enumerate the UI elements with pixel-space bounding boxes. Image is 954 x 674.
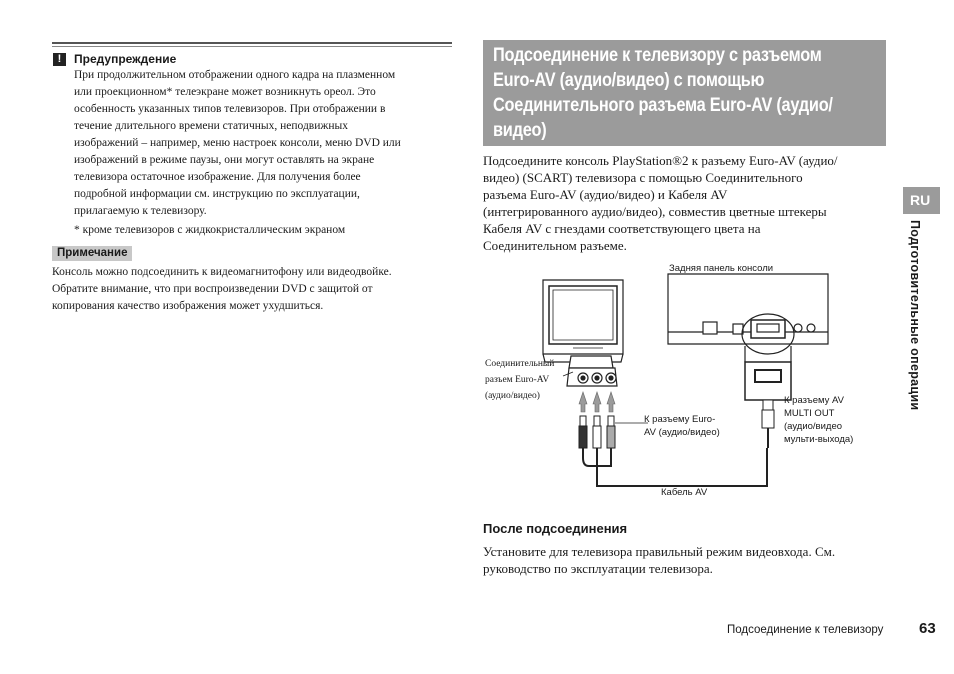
euro-av-adapter: [567, 356, 617, 386]
warning-line: изображений в режиме паузы, они могут оставлять на экране: [74, 154, 375, 166]
body-line: Подсоедините консоль PlayStation®2 к разъему Euro-AV (аудио/: [483, 153, 838, 168]
warning-title: Предупреждение: [74, 52, 177, 66]
note-line: копирования качество изображения может ухудшиться.: [52, 300, 324, 312]
tv-illustration: [543, 280, 623, 362]
to-euro-label: К разъему Euro-: [644, 414, 716, 425]
top-rule-thin: [52, 46, 452, 47]
note-title: Примечание: [52, 246, 132, 261]
adapter-label: (аудио/видео): [485, 391, 540, 401]
to-multi-label: (аудио/видео: [784, 421, 843, 432]
multi-out-plug: [762, 400, 774, 448]
body-line: разъема Euro-AV (аудио/видео) и Кабеля AV: [483, 187, 728, 202]
av-cable: [583, 448, 767, 486]
body-line: Соединительном разъеме.: [483, 238, 627, 253]
rca-plugs: [579, 416, 615, 448]
warning-line: или проекционном* телеэкране может возникнуть ореол. Это: [74, 86, 376, 98]
after-line: Установите для телевизора правильный режим видеовхода. См.: [483, 544, 836, 559]
body-line: (интегрированного аудио/видео), совместив цветные штекеры: [483, 204, 827, 219]
note-line: Консоль можно подсоединить к видеомагнитофону или видеодвойке.: [52, 266, 392, 278]
warning-line: прилагаемую к телевизору.: [74, 205, 207, 217]
language-tab: RU: [903, 187, 940, 214]
console-rear: [668, 274, 828, 344]
body-line: Кабеля AV с гнездами соответствующего цвета на: [483, 221, 761, 236]
body-line: видео) (SCART) телевизора с помощью Соединительного: [483, 170, 803, 185]
after-connection-title: После подсоединения: [483, 521, 628, 536]
adapter-label: разъем Euro-AV: [485, 375, 550, 385]
section-title-line: Euro-AV (аудио/видео) с помощью: [493, 70, 765, 91]
up-arrows: [579, 392, 615, 412]
to-multi-label: MULTI OUT: [784, 408, 835, 419]
section-title-line: Соединительного разъема Euro-AV (аудио/: [493, 95, 833, 116]
top-rule: [52, 42, 452, 44]
to-multi-label: мульти-выхода): [784, 434, 854, 445]
adapter-label: Соединительный: [485, 359, 555, 369]
cable-label: Кабель AV: [661, 487, 708, 498]
page-number: 63: [919, 620, 936, 637]
warning-line: При продолжительном отображении одного кадра на плазменном: [74, 69, 396, 81]
warning-footnote: * кроме телевизоров с жидкокристаллическим экраном: [74, 224, 346, 236]
warning-line: изображений – например, меню настроек консоли, меню DVD или: [74, 137, 401, 149]
warning-line: особенность указанных типов телевизоров. При отображении в: [74, 103, 386, 115]
to-multi-label: К разъему AV: [784, 395, 844, 406]
warning-line: течение длительного времени статичных, неподвижных: [74, 120, 348, 132]
section-title-line: Подсоединение к телевизору с разъемом: [493, 45, 822, 66]
chapter-label: Подготовительные операции: [908, 220, 922, 411]
warning-line: подробной информации см. инструкцию по эксплуатации,: [74, 188, 360, 200]
rear-panel-label: Задняя панель консоли: [669, 263, 774, 274]
to-euro-label: AV (аудио/видео): [644, 427, 720, 438]
footer-section-name: Подсоединение к телевизору: [727, 624, 884, 636]
note-line: Обратите внимание, что при воспроизведении DVD с защитой от: [52, 283, 373, 295]
section-title-line: видео): [493, 120, 547, 141]
warning-line: телевизора остаточное изображение. Для получения более: [74, 171, 361, 183]
after-line: руководство по эксплуатации телевизора.: [483, 561, 713, 576]
exclamation-icon: !: [53, 53, 66, 66]
